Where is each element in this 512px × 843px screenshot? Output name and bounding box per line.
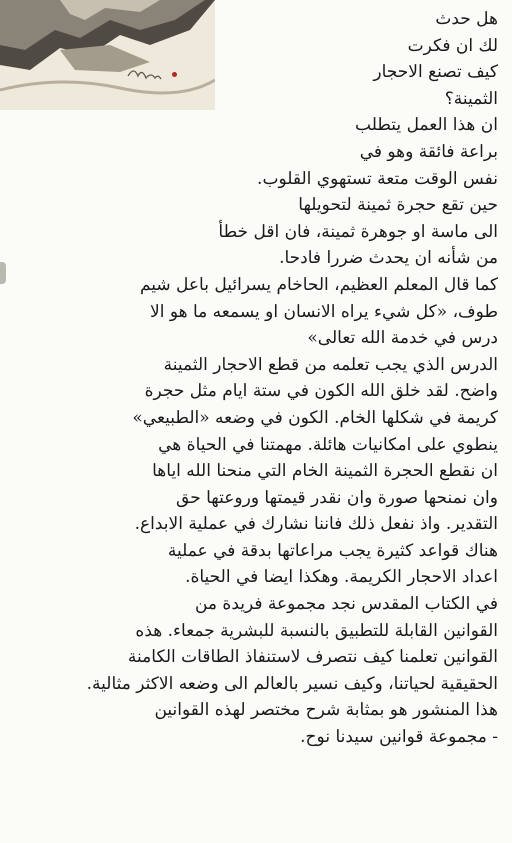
side-illustration-fragment <box>0 262 6 284</box>
article-line: كريمة في شكلها الخام. الكون في وضعه «الطبيعي» <box>132 407 498 428</box>
article-line: براعة فائقة وهو في <box>359 141 498 162</box>
article-line: ان هذا العمل يتطلب <box>355 115 498 136</box>
article-line: من شأنه ان يحدث ضررا فادحا. <box>279 248 498 269</box>
article-line: وان نمنحها صورة وان نقدر قيمتها وروعتها حق <box>176 487 498 508</box>
article-line: واضح. لقد خلق الله الكون في ستة ايام مثل حجرة <box>144 381 498 402</box>
article-line: لك ان فكرت <box>407 35 498 56</box>
article-line: كما قال المعلم العظيم، الحاخام يسرائيل باعل شيم <box>139 274 498 295</box>
article-line: التقدير. واذ نفعل ذلك فاننا نشارك في عملية الابداع. <box>134 514 498 535</box>
article-body <box>28 6 498 751</box>
article-line: - مجموعة قوانين سيدنا نوح. <box>300 727 498 748</box>
article-line: القوانين القابلة للتطبيق بالنسبة للبشرية جمعاء. هذه <box>135 620 498 641</box>
article-line: في الكتاب المقدس نجد مجموعة فريدة من <box>194 594 498 615</box>
article-line: الى ماسة او جوهرة ثمينة، فان اقل خطأ <box>218 221 498 242</box>
article-line: نفس الوقت متعة تستهوي القلوب. <box>257 168 498 189</box>
article-line: ينطوي على امكانيات هائلة. مهمتنا في الحياة هي <box>158 434 498 455</box>
article-line: هل حدث <box>435 9 498 29</box>
article-line: طوف، «كل شيء يراه الانسان او يسمعه ما هو الا <box>150 301 498 322</box>
article-line: القوانين تعلمنا كيف نتصرف لاستنفاذ الطاقات الكامنة <box>127 647 498 668</box>
article-line: الحقيقية لحياتنا، وكيف نسير بالعالم الى وضعه الاكثر مثالية. <box>86 673 498 694</box>
article-line: حين تقع حجرة ثمينة لتحويلها <box>298 195 498 216</box>
article-line: درس في خدمة الله تعالى» <box>307 328 498 349</box>
article-line: هذا المنشور هو بمثابة شرح مختصر لهذه القوانين <box>154 700 498 721</box>
article-line: هناك قواعد كثيرة يجب مراعاتها بدقة في عملية <box>167 540 498 561</box>
article-line: ان نقطع الحجرة الثمينة الخام التي منحنا الله اياها <box>152 461 498 482</box>
article-line: اعداد الاحجار الكريمة. وهكذا ايضا في الحياة. <box>185 567 498 588</box>
article-line: الدرس الذي يجب تعلمه من قطع الاحجار الثمينة <box>163 354 498 375</box>
article-line: الثمينة؟ <box>444 88 498 109</box>
article-line: كيف تصنع الاحجار <box>373 62 498 83</box>
